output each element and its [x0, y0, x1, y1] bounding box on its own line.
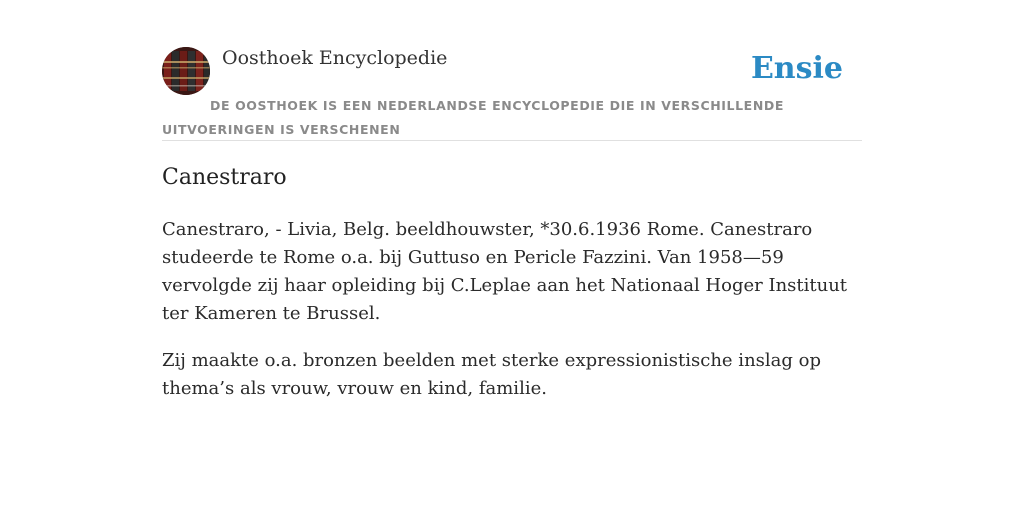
encyclopedia-books-icon[interactable] [162, 47, 210, 95]
article [162, 162, 862, 403]
site-header [162, 44, 862, 141]
article-paragraph-2: Zij maakte o.a. bronzen beelden met sterke expressionistische inslag op thema’s als vrouw, vrouw en kind, familie. [162, 350, 821, 399]
article-title: Canestraro [162, 165, 287, 190]
site-title-link[interactable]: Oosthoek Encyclopedie [222, 47, 448, 69]
brand-logo-link[interactable]: Ensie [750, 51, 843, 86]
site-tagline: DE OOSTHOEK IS EEN NEDERLANDSE ENCYCLOPEDIE DIE IN VERSCHILLENDE UITVOERINGEN IS VERSCHENEN [162, 98, 784, 137]
article-paragraph-1: Canestraro, - Livia, Belg. beeldhouwster, *30.6.1936 Rome. Canestraro studeerde te Rome o.a. bij Guttuso en Pericle Fazzini. Van 1958—59 vervolgde zij haar opleiding bij C.Leplae aan het Nationaal Hoger Instituut ter Kameren te Brussel. [162, 219, 848, 324]
